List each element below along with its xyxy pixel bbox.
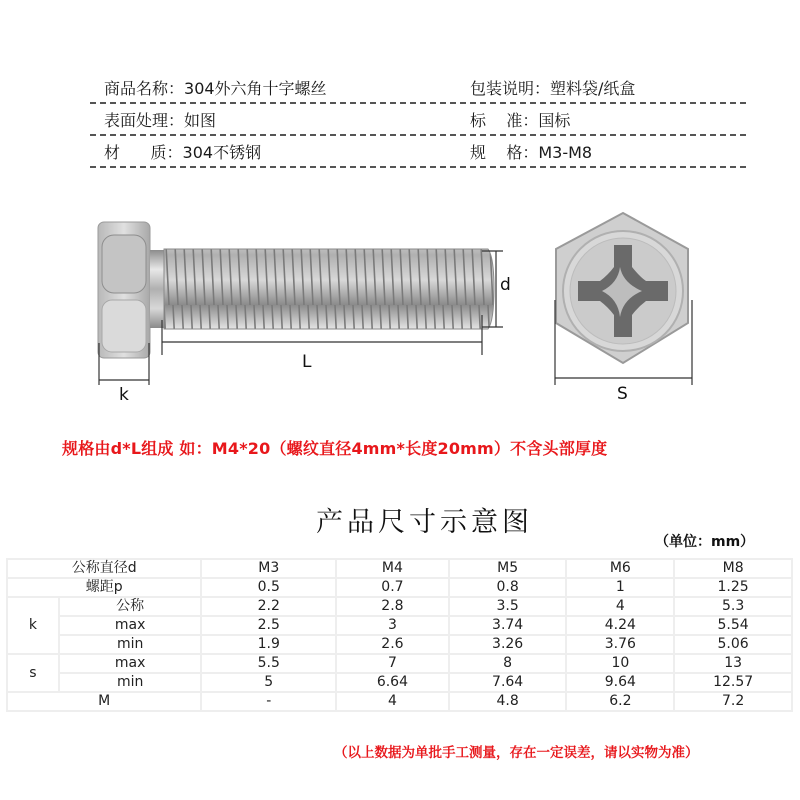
table-cell: 5	[201, 673, 336, 692]
table-cell: 5.5	[201, 654, 336, 673]
dimension-label-k: k	[119, 385, 129, 405]
table-cell: 4.8	[449, 692, 567, 711]
table-row-k-min	[7, 635, 792, 654]
spec-value: 304外六角十字螺丝	[184, 79, 327, 98]
row-header: 公称直径d	[7, 559, 201, 578]
row-header: M	[7, 692, 201, 711]
table-cell: 4.24	[566, 616, 674, 635]
screw-top-view-image	[540, 205, 710, 385]
column-header: M8	[674, 559, 792, 578]
table-cell: 5.54	[674, 616, 792, 635]
row-header: 螺距p	[7, 578, 201, 597]
unit-label: （单位：mm）	[655, 534, 755, 550]
table-row-s-max	[7, 654, 792, 673]
table-cell: 1.9	[201, 635, 336, 654]
table-cell: 0.8	[449, 578, 567, 597]
measurement-disclaimer: （以上数据为单批手工测量，存在一定误差，请以实物为准）	[334, 745, 699, 761]
table-cell: 0.7	[336, 578, 449, 597]
table-cell: 2.8	[336, 597, 449, 616]
table-cell: 3.5	[449, 597, 567, 616]
spec-row-material	[90, 134, 746, 168]
dimensions-title: 产品尺寸示意图	[316, 507, 533, 538]
table-cell: 3.26	[449, 635, 567, 654]
table-cell: 3	[336, 616, 449, 635]
table-row-pitch	[7, 578, 792, 597]
row-subheader: 公称	[59, 597, 202, 616]
table-cell: 13	[674, 654, 792, 673]
column-header: M6	[566, 559, 674, 578]
spec-value: M3-M8	[538, 143, 593, 162]
table-cell: 9.64	[566, 673, 674, 692]
dimensions-table	[6, 558, 793, 712]
spec-label: 材 质：	[104, 143, 183, 162]
table-cell: 7	[336, 654, 449, 673]
table-cell: 4	[336, 692, 449, 711]
spec-label: 规 格：	[470, 143, 539, 162]
table-cell: 1	[566, 578, 674, 597]
spec-value: 国标	[538, 111, 571, 130]
dimension-label-L: L	[302, 352, 312, 372]
spec-row-name	[90, 70, 746, 104]
table-cell: 5.06	[674, 635, 792, 654]
table-cell: 0.5	[201, 578, 336, 597]
row-subheader: max	[59, 654, 202, 673]
spec-label: 包装说明：	[470, 79, 551, 98]
table-row-m	[7, 692, 792, 711]
column-header: M3	[201, 559, 336, 578]
spec-row-surface	[90, 102, 746, 136]
table-cell: 6.2	[566, 692, 674, 711]
column-header: M5	[449, 559, 567, 578]
spec-value: 塑料袋/纸盒	[550, 79, 636, 98]
table-cell: 12.57	[674, 673, 792, 692]
table-cell: 1.25	[674, 578, 792, 597]
table-cell: 10	[566, 654, 674, 673]
table-cell: 2.2	[201, 597, 336, 616]
table-cell: 7.64	[449, 673, 567, 692]
spec-label: 商品名称：	[104, 79, 185, 98]
table-cell: 7.2	[674, 692, 792, 711]
table-cell: 6.64	[336, 673, 449, 692]
table-row-k-nominal	[7, 597, 792, 616]
row-subheader: max	[59, 616, 202, 635]
spec-format-note: 规格由d*L组成 如：M4*20（螺纹直径4mm*长度20mm）不含头部厚度	[62, 439, 608, 458]
table-cell: 2.5	[201, 616, 336, 635]
spec-label: 标 准：	[470, 111, 539, 130]
table-row-s-min	[7, 673, 792, 692]
spec-value: 304不锈钢	[182, 143, 262, 162]
table-row-k-max	[7, 616, 792, 635]
dimension-label-s: S	[617, 384, 628, 404]
spec-value: 如图	[184, 111, 217, 130]
table-cell: 4	[566, 597, 674, 616]
table-cell: 8	[449, 654, 567, 673]
table-cell: 5.3	[674, 597, 792, 616]
row-group-header-s: s	[7, 654, 59, 692]
table-row-nominal-diameter	[7, 559, 792, 578]
table-cell: 3.76	[566, 635, 674, 654]
table-cell: 2.6	[336, 635, 449, 654]
row-group-header-k: k	[7, 597, 59, 654]
row-subheader: min	[59, 635, 202, 654]
table-cell: 3.74	[449, 616, 567, 635]
column-header: M4	[336, 559, 449, 578]
screw-side-view-image	[90, 205, 510, 415]
table-cell: -	[201, 692, 336, 711]
spec-label: 表面处理：	[104, 111, 185, 130]
row-subheader: min	[59, 673, 202, 692]
dimension-label-d: d	[500, 275, 511, 295]
